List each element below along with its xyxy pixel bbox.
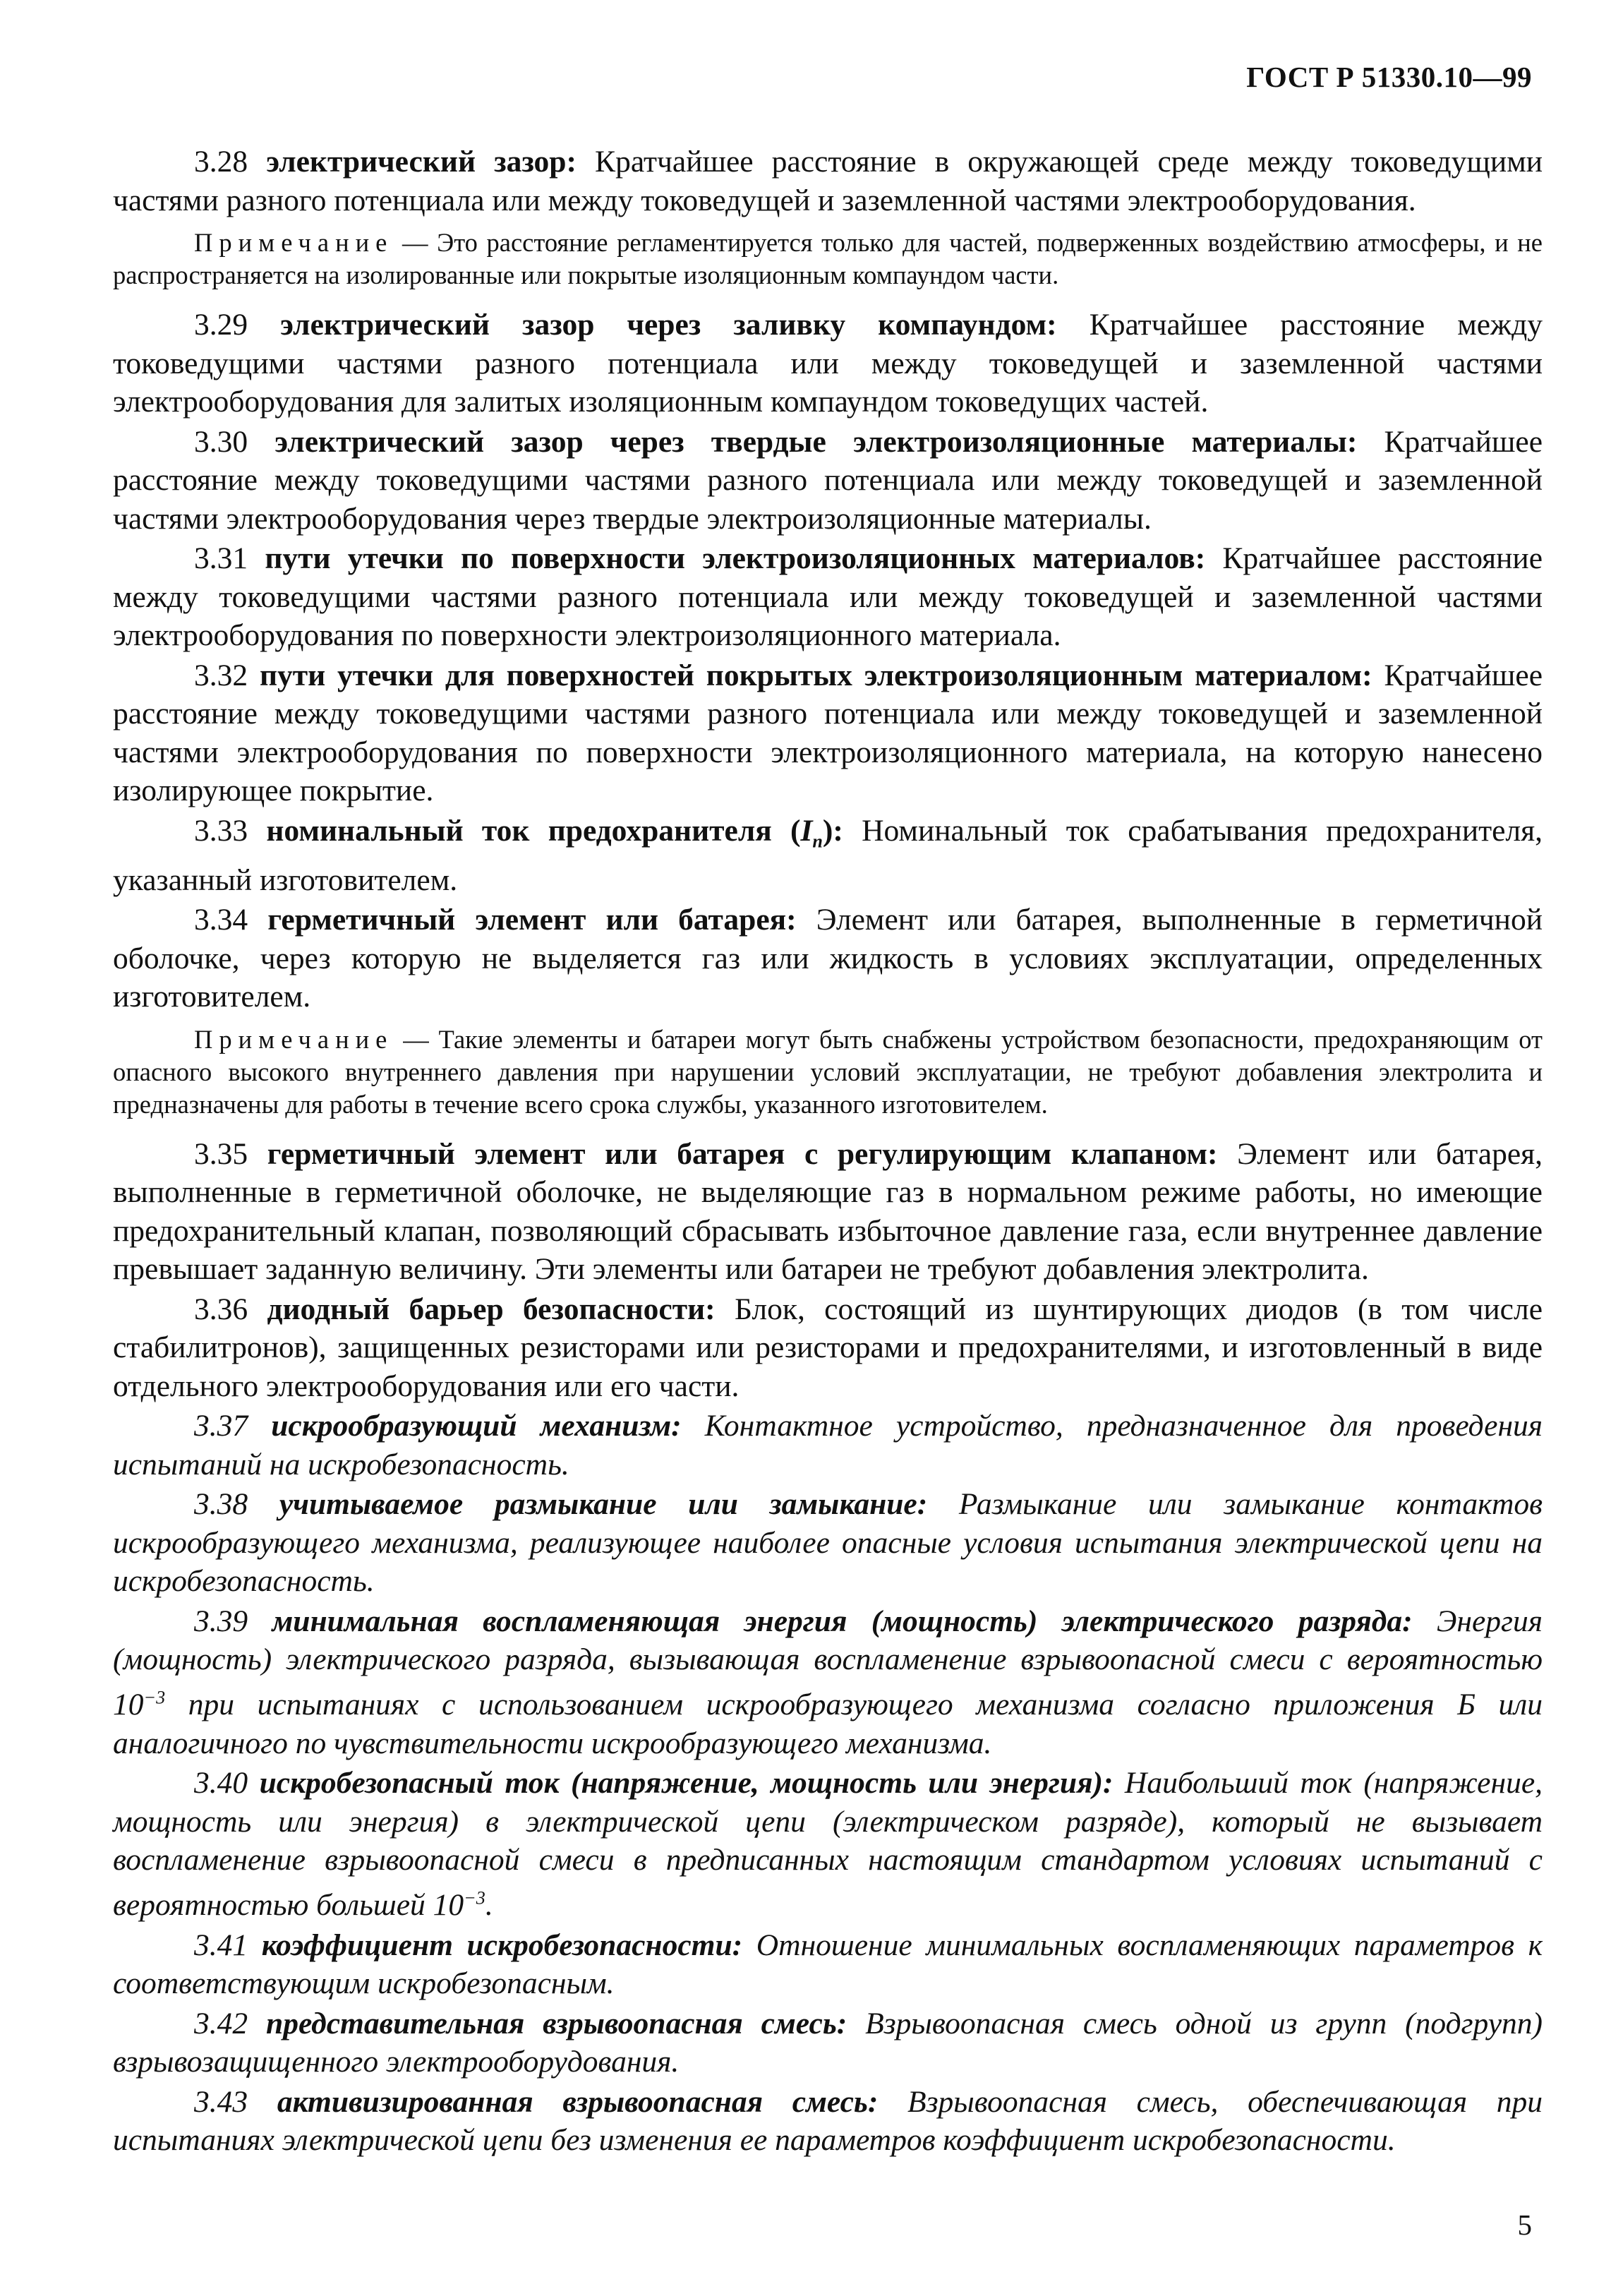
term-definition: Контактное устройство, предназначенное для проведения испытаний на искробезопасность. [113, 1409, 1543, 1481]
term-3-32 [113, 656, 1543, 810]
term-number: 3.36 [194, 1292, 248, 1326]
standard-header: ГОСТ Р 51330.10—99 [1246, 61, 1532, 93]
term-definition: Взрывоопасная смесь, обеспечивающая при испытаниях электрической цепи без изменения ее параметров коэффициент искробезопасности. [113, 2084, 1543, 2158]
term-3-40 [113, 1764, 1543, 1925]
term-3-42 [113, 2005, 1543, 2081]
definition-part: Энергия (мощность) электрического разряда, вызывающая воспламенение взрывоопасной смеси с вероятностью 10 [113, 1604, 1543, 1722]
note-label: Примечание [194, 228, 394, 257]
symbol-subscript: n [812, 831, 823, 852]
term-number: 3.38 [194, 1487, 248, 1522]
exponent: −3 [464, 1887, 485, 1909]
term-number: 3.30 [194, 424, 248, 459]
term-3-30 [113, 423, 1543, 539]
term-number: 3.39 [194, 1604, 248, 1638]
term-number: 3.35 [194, 1136, 248, 1171]
term-definition: Взрывоопасная смесь одной из групп (подгрупп) взрывозащищенного электрооборудования. [113, 2006, 1543, 2079]
term-3-43 [113, 2083, 1543, 2160]
current-symbol [800, 813, 823, 852]
definition-part: Наибольший ток (напряжение, мощность или энергия) в электрической цепи (электрическом разряде), который не вызывает воспламенение взрывоопасной смеси в предписанных настоящим стандартом условиях испытаний с вероятностью большей 10 [113, 1766, 1543, 1923]
term-number: 3.32 [194, 658, 248, 692]
term-title: минимальная воспламеняющая энергия (мощность) электрического разряда: [272, 1604, 1413, 1638]
note-3-34 [113, 1023, 1543, 1121]
exponent: −3 [143, 1687, 166, 1708]
term-definition: Блок, состоящий из шунтирующих диодов (в том числе стабилитронов), защищенных резисторами или резисторами и предохранителями, и изготовленный в виде отдельного электрооборудования или его части. [113, 1292, 1543, 1403]
term-number: 3.42 [194, 2006, 248, 2040]
term-3-28 [113, 143, 1543, 220]
note-3-28 [113, 227, 1543, 291]
term-definition: Кратчайшее расстояние между токоведущими частями разного потенциала или между токоведущей и заземленной частями электрооборудования по поверхности электроизоляционного материала, на которую нанесено изолирующее покрытие. [113, 658, 1543, 807]
note-label: Примечание [194, 1024, 394, 1054]
term-title: электрический зазор через заливку компаундом: [280, 308, 1057, 342]
term-title [266, 813, 843, 852]
term-3-36 [113, 1290, 1543, 1406]
term-definition: Отношение минимальных воспламеняющих параметров к соответствующим искробезопасным. [113, 1928, 1543, 2001]
term-number: 3.43 [194, 2084, 248, 2119]
term-3-33 [113, 812, 1543, 900]
term-number: 3.29 [194, 308, 248, 342]
term-definition: Элемент или батарея, выполненные в герметичной оболочке, не выделяющие газ в нормальном режиме работы, но имеющие предохранительный клапан, позволяющий сбрасывать избыточное давление газа, если внутреннее давление превышает заданную величину. Эти элементы или батареи не требуют добавления электролита. [113, 1136, 1543, 1287]
term-number: 3.31 [194, 541, 248, 575]
term-3-35 [113, 1135, 1543, 1289]
page-number: 5 [1517, 2208, 1532, 2241]
term-definition: Кратчайшее расстояние между токоведущими частями разного потенциала или между токоведущей и заземленной частями электрооборудования по поверхности электроизоляционного материала. [113, 541, 1543, 652]
term-title: пути утечки по поверхности электроизоляционных материалов: [265, 541, 1206, 575]
term-definition: Кратчайшее расстояние между токоведущими частями разного потенциала или между токоведущей и заземленной частями электрооборудования для залитых изоляционным компаундом токоведущих частей. [113, 308, 1543, 419]
term-3-39 [113, 1602, 1543, 1763]
term-definition: Кратчайшее расстояние в окружающей среде между токоведущими частями разного потенциала или между токоведущей и заземленной частями электрооборудования. [113, 145, 1543, 217]
definition-part: . [485, 1888, 493, 1923]
term-number: 3.37 [194, 1409, 248, 1443]
definition-part: при испытаниях с использованием искрообразующего механизма согласно приложения Б или аналогичного по чувствительности искрообразующего механизма. [113, 1688, 1543, 1760]
term-number: 3.33 [194, 813, 248, 848]
term-title: представительная взрывоопасная смесь: [266, 2006, 847, 2040]
term-3-29 [113, 306, 1543, 421]
term-title: герметичный элемент или батарея с регулирующим клапаном: [267, 1136, 1218, 1171]
term-definition: Номинальный ток срабатывания предохранителя, указанный изготовителем. [113, 813, 1543, 897]
term-definition: Элемент или батарея, выполненные в герметичной оболочке, через которую не выделяется газ или жидкость в условиях эксплуатации, определенных изготовителем. [113, 903, 1543, 1014]
term-3-37 [113, 1407, 1543, 1484]
term-number: 3.41 [194, 1928, 248, 1962]
term-title: искробезопасный ток (напряжение, мощность или энергия): [259, 1766, 1114, 1801]
term-3-38 [113, 1485, 1543, 1601]
term-definition: Размыкание или замыкание контактов искрообразующего механизма, реализующее наиболее опасные условия испытания электрической цепи на искробезопасность. [113, 1487, 1543, 1599]
term-title: диодный барьер безопасности: [267, 1292, 716, 1326]
term-title: пути утечки для поверхностей покрытых электроизоляционным материалом: [259, 658, 1372, 692]
term-title: коэффициент искробезопасности: [261, 1928, 743, 1962]
term-title: электрический зазор: [266, 145, 577, 179]
note-text: — Это расстояние регламентируется только для частей, подверженных воздействию атмосферы, и не распространяется на изолированные или покрытые изоляционным компаундом части. [113, 228, 1543, 289]
term-3-41 [113, 1926, 1543, 2003]
term-title: герметичный элемент или батарея: [267, 903, 797, 937]
term-number: 3.34 [194, 903, 248, 937]
term-title: активизированная взрывоопасная смесь: [277, 2084, 879, 2119]
term-title: электрический зазор через твердые электроизоляционные материалы: [274, 424, 1358, 459]
term-title: учитываемое размыкание или замыкание: [279, 1487, 928, 1522]
term-title: искрообразующий механизм: [271, 1409, 682, 1443]
term-title-part: ): [822, 813, 843, 848]
document-body [113, 143, 1543, 2161]
term-3-34 [113, 901, 1543, 1016]
note-text: — Такие элементы и батареи могут быть снабжены устройством безопасности, предохраняющим от опасного высокого внутреннего давления при нарушении условий эксплуатации, не требуют добавления электролита и предназначены для работы в течение всего срока службы, указанного изготовителем. [113, 1024, 1543, 1119]
term-number: 3.40 [194, 1766, 248, 1801]
term-3-31 [113, 539, 1543, 655]
term-number: 3.28 [194, 145, 248, 179]
term-title-part: номинальный ток предохранителя ( [266, 813, 801, 848]
symbol-letter: I [800, 813, 813, 848]
term-definition: Кратчайшее расстояние между токоведущими частями разного потенциала или между токоведущей и заземленной частями электрооборудования через твердые электроизоляционные материалы. [113, 424, 1543, 536]
